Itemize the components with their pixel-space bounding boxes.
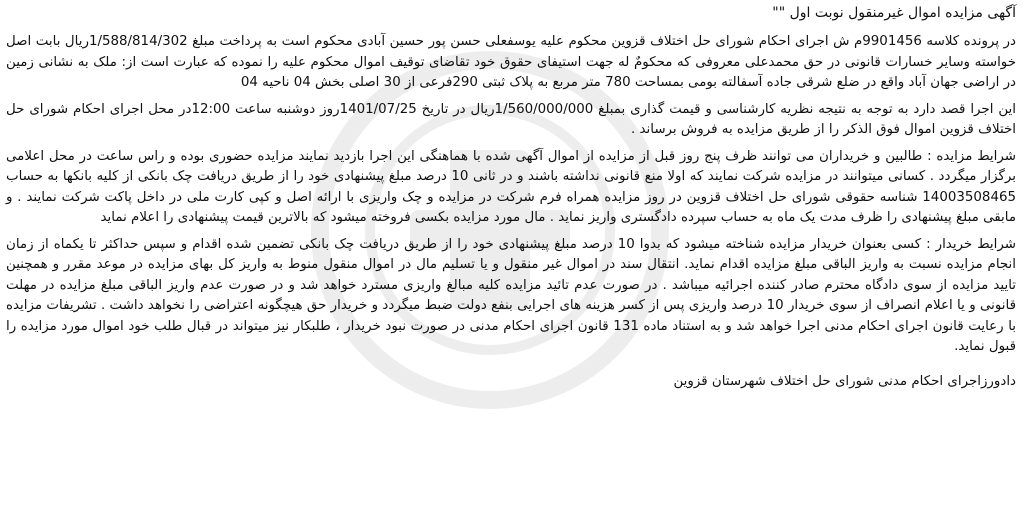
buyer-conditions-paragraph: شرایط خریدار : کسی بعنوان خریدار مزایده شناخته میشود که بدوا 10 درصد مبلغ پیشنهادی خود را از طریق دریافت چک بانکی تضمین شده اقدام و سپس حداکثر تا یکماه از زمان انجام مزایده نسبت به واریز الباقی مبلغ مزایده اقدام نماید. انتقال سند در اموال غیر منقول و یا تسلیم مال در اموال منقول منوط به واریز کل بهای مزایده در موعد مقرر و همچنین تایید مزایده از سوی دادگاه محترم صادر کننده اجرائیه میباشد . در صورت عدم تائید مزایده کلیه مبالغ واریزی مسترد خواهد شد و در صورت عدم واریز الباقی مبلغ مزایده در مهلت قانونی و یا اعلام انصراف از سوی خریدار 10 درصد واریزی پس از کسر هزینه های اجرایی بنفع دولت ضبط میگردد و خریدار حق هیچگونه اعتراضی را نخواهد داشت . تشریفات مزایده با رعایت قانون اجرای احکام مدنی اجرا خواهد شد و به استناد ماده 131 قانون اجرای احکام مدنی در صورت نبود خریدار ، طلبکار نیز میتواند در قبال طلب خود اموال مورد مزایده را قبول نماید. <box>6 236 1017 354</box>
case-paragraph: در پرونده کلاسه 9901456م ش اجرای احکام شورای حل اختلاف قزوین محکوم علیه یوسفعلی حسن پور حسین آبادی محکوم است به پرداخت مبلغ 1/588/814/302ریال بابت اصل خواسته وسایر خسارات قانونی در حق محمدعلی معروفی که محکومٌ له جهت استیفای حقوق خود تقاضای توقیف اموال محکوم علیه را نموده که عبارت است از: ملک به نشانی زمین در اراضی جهان آباد واقع در ضلع شرقی جاده آسفالته بومی بمساحت 780 متر مربع به پلاک ثبتی 290فرعی از 30 اصلی بخش 04 ناحیه 04 <box>6 34 1016 90</box>
auction-conditions-paragraph: شرایط مزایده : طالبین و خریداران می توانند ظرف پنج روز قبل از مزایده از اموال آگهی شده با هماهنگی این اجرا بازدید نمایند مزایده حضوری بوده و راس ساعت در محل اعلامی برگزار میگردد . کسانی میتوانند در مزایده شرکت نمایند که اولا منع قانونی نداشته باشند و در ثانی 10 درصد مبلغ پیشنهادی خود را از طریق دریافت چک بانکی از کلیه بانکها به حساب 14003508465 شناسه حقوقی شورای حل اختلاف قزوین در روز مزایده همراه فرم شرکت در مزایده و چک واریزی با ارائه اصل و کپی کارت ملی در داخل پاکت شرکت نمایند . و مابقی مبلغ پیشنهادی را ظرف مدت یک ماه به حساب سپرده دادگستری واریز نماید . مال مورد مزایده بکسی فروخته میشود که بالاترین قیمت پیشنهادی را اعلام نماید <box>6 148 1016 225</box>
auction-date-paragraph: این اجرا قصد دارد به توجه به نتیجه نظریه کارشناسی و قیمت گذاری بمبلغ 1/560/000/000ریال در تاریخ 1401/07/25روز دوشنبه ساعت 12:00در محل اجرای احکام شورای حل اختلاف قزوین اموال فوق الذکر را از طریق مزایده به فروش برساند . <box>6 101 1016 137</box>
notice-title: آگهی مزایده اموال غیرمنقول نوبت اول "" <box>772 5 1016 21</box>
notice-body <box>6 2 1016 392</box>
notice-signature: دادورزاجرای احکام مدنی شورای حل اختلاف شهرستان قزوین <box>673 373 1016 389</box>
